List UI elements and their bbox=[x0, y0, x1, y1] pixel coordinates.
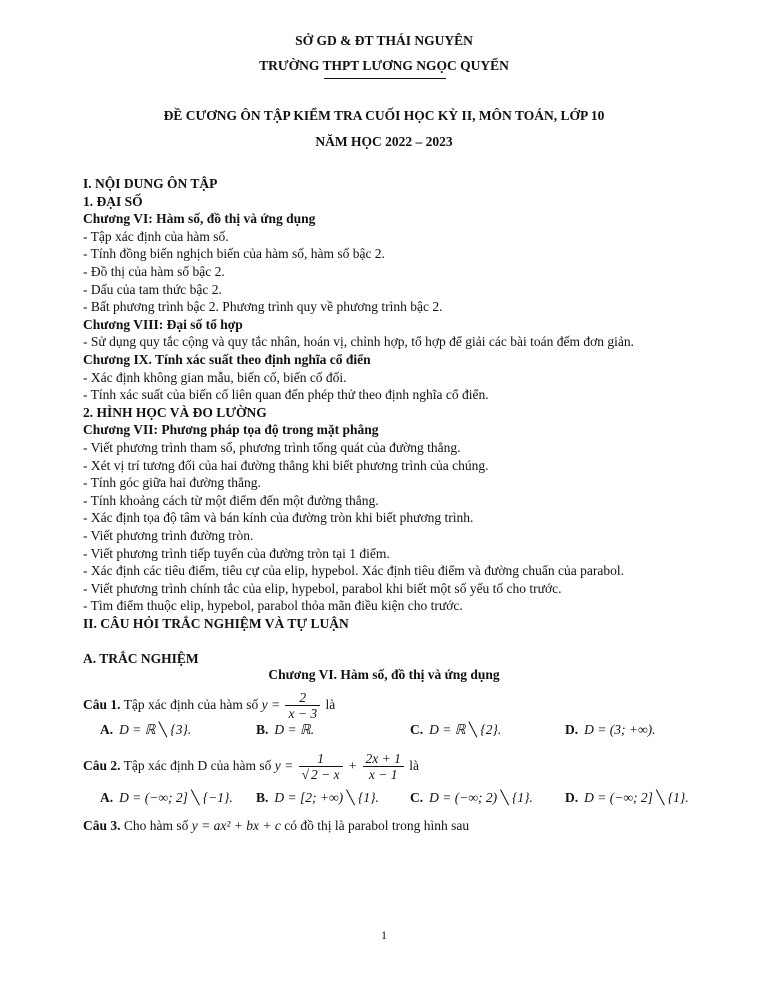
question-2-tail: là bbox=[409, 758, 419, 773]
question-1 bbox=[83, 688, 335, 722]
question-2-function-lhs: y = bbox=[274, 758, 294, 773]
question-2-numerator-1: 1 bbox=[299, 751, 343, 767]
outline-line: - Xác định không gian mẫu, biến cố, biến cố đối. bbox=[83, 369, 347, 385]
outline-line: - Viết phương trình tham số, phương trình tổng quát của đường thẳng. bbox=[83, 440, 461, 455]
question-3 bbox=[83, 818, 469, 834]
question-1-label: Câu 1. bbox=[83, 697, 121, 712]
question-2-denominator-2: x − 1 bbox=[368, 767, 398, 783]
outline-line: - Bất phương trình bậc 2. Phương trình quy về phương trình bậc 2. bbox=[83, 299, 443, 315]
option-text: D = ℝ ╲ {3}. bbox=[119, 722, 192, 737]
question-3-tail: có đồ thị là parabol trong hình sau bbox=[284, 818, 470, 833]
outline-line: - Đồ thị của hàm số bậc 2. bbox=[83, 264, 225, 279]
option-text: D = (−∞; 2] ╲ {−1}. bbox=[119, 790, 233, 805]
chapter-heading: Chương VI. Hàm số, đồ thị và ứng dụng bbox=[268, 667, 500, 682]
question-1-tail: là bbox=[325, 697, 336, 712]
outline-line: 1. ĐẠI SỐ bbox=[83, 193, 143, 209]
option-text: D = (3; +∞). bbox=[584, 722, 656, 737]
q2-option-c bbox=[410, 790, 533, 806]
outline-line: - Viết phương trình tiếp tuyến của đường tròn tại 1 điểm. bbox=[83, 545, 390, 561]
outline-line: - Tính xác suất của biến cố liên quan đến phép thử theo định nghĩa cổ điển. bbox=[83, 387, 489, 403]
question-2-denominator-1: 2 − x bbox=[311, 767, 340, 783]
option-label: B. bbox=[256, 790, 269, 805]
option-text: D = ℝ. bbox=[274, 722, 315, 737]
question-2-denominator-1-wrap: √ 2 − x bbox=[301, 767, 340, 783]
department-name: SỞ GD & ĐT THÁI NGUYÊN bbox=[295, 33, 473, 48]
q2-option-d bbox=[565, 790, 689, 806]
question-1-denominator: x − 3 bbox=[288, 706, 318, 722]
question-3-label: Câu 3. bbox=[83, 818, 121, 833]
question-1-fraction bbox=[285, 690, 320, 721]
question-1-numerator: 2 bbox=[285, 690, 320, 706]
question-3-function: y = ax² + bx + c bbox=[191, 818, 281, 833]
school-underline bbox=[324, 78, 446, 79]
outline-line: Chương VII: Phương pháp tọa độ trong mặt phẳng bbox=[83, 422, 379, 438]
question-1-function-lhs: y = bbox=[261, 697, 281, 712]
q1-option-d bbox=[565, 722, 655, 738]
outline-line: I. NỘI DUNG ÔN TẬP bbox=[83, 176, 218, 191]
outline-line: - Tìm điểm thuộc elip, hypebol, parabol thỏa mãn điều kiện cho trước. bbox=[83, 598, 463, 614]
outline-line: II. CÂU HỎI TRẮC NGHIỆM VÀ TỰ LUẬN bbox=[83, 616, 349, 631]
page-number: 1 bbox=[381, 928, 387, 942]
question-2-text: Tập xác định D của hàm số bbox=[123, 758, 272, 773]
option-label: C. bbox=[410, 790, 424, 805]
outline-line: Chương VIII: Đại số tổ hợp bbox=[83, 316, 243, 332]
option-label: D. bbox=[565, 790, 579, 805]
q1-option-b bbox=[256, 722, 314, 738]
outline-line: - Xét vị trí tương đối của hai đường thẳng khi biết phương trình của chúng. bbox=[83, 457, 489, 473]
outline-line: - Tính đồng biến nghịch biến của hàm số, hàm số bậc 2. bbox=[83, 246, 385, 262]
option-text: D = (−∞; 2] ╲ {1}. bbox=[584, 790, 689, 805]
q2-option-b bbox=[256, 790, 379, 806]
question-2-plus: + bbox=[348, 758, 358, 773]
question-2-fraction-2 bbox=[363, 751, 404, 782]
outline-line: - Tính góc giữa hai đường thẳng. bbox=[83, 475, 261, 491]
outline-line: Chương VI: Hàm số, đồ thị và ứng dụng bbox=[83, 211, 316, 227]
outline-line: - Tập xác định của hàm số. bbox=[83, 228, 229, 244]
outline-line: - Xác định tọa độ tâm và bán kính của đường tròn khi biết phương trình. bbox=[83, 510, 474, 526]
outline-line: - Xác định các tiêu điểm, tiêu cự của elip, hypebol. Xác định tiêu điểm và đường chuẩn của parabol. bbox=[83, 563, 624, 579]
document-title: ĐỀ CƯƠNG ÔN TẬP KIỂM TRA CUỐI HỌC KỲ II, MÔN TOÁN, LỚP 10 bbox=[163, 108, 605, 123]
outline-line: - Viết phương trình đường tròn. bbox=[83, 528, 254, 543]
option-text: D = ℝ ╲ {2}. bbox=[429, 722, 502, 737]
outline-line: 2. HÌNH HỌC VÀ ĐO LƯỜNG bbox=[83, 404, 267, 420]
question-3-text: Cho hàm số bbox=[123, 818, 189, 833]
question-2-fraction-1 bbox=[299, 751, 343, 782]
option-text: D = (−∞; 2) ╲ {1}. bbox=[429, 790, 533, 805]
option-label: C. bbox=[410, 722, 424, 737]
q1-option-c bbox=[410, 722, 501, 738]
school-year: NĂM HỌC 2022 – 2023 bbox=[315, 134, 453, 149]
outline-line: - Viết phương trình chính tắc của elip, hypebol, parabol khi biết một số yếu tố cho trước. bbox=[83, 580, 562, 596]
section-a-heading: A. TRẮC NGHIỆM bbox=[83, 651, 199, 666]
outline-line: - Sử dụng quy tắc cộng và quy tắc nhân, hoán vị, chỉnh hợp, tổ hợp để giải các bài toán đếm đơn giản. bbox=[83, 334, 634, 350]
q2-option-a bbox=[100, 790, 233, 806]
school-name: TRƯỜNG THPT LƯƠNG NGỌC QUYẾN bbox=[259, 58, 509, 73]
question-2-label: Câu 2. bbox=[83, 758, 121, 773]
q1-option-a bbox=[100, 722, 191, 738]
question-1-text: Tập xác định của hàm số bbox=[123, 697, 259, 712]
question-2 bbox=[83, 748, 419, 784]
question-2-numerator-2: 2x + 1 bbox=[363, 751, 404, 767]
option-label: B. bbox=[256, 722, 269, 737]
outline-line: - Dấu của tam thức bậc 2. bbox=[83, 281, 222, 297]
option-label: A. bbox=[100, 722, 114, 737]
outline-line: Chương IX. Tính xác suất theo định nghĩa cổ điển bbox=[83, 352, 371, 367]
option-text: D = [2; +∞) ╲ {1}. bbox=[274, 790, 379, 805]
option-label: D. bbox=[565, 722, 579, 737]
outline-line: - Tính khoảng cách từ một điểm đến một đường thẳng. bbox=[83, 492, 379, 508]
option-label: A. bbox=[100, 790, 114, 805]
